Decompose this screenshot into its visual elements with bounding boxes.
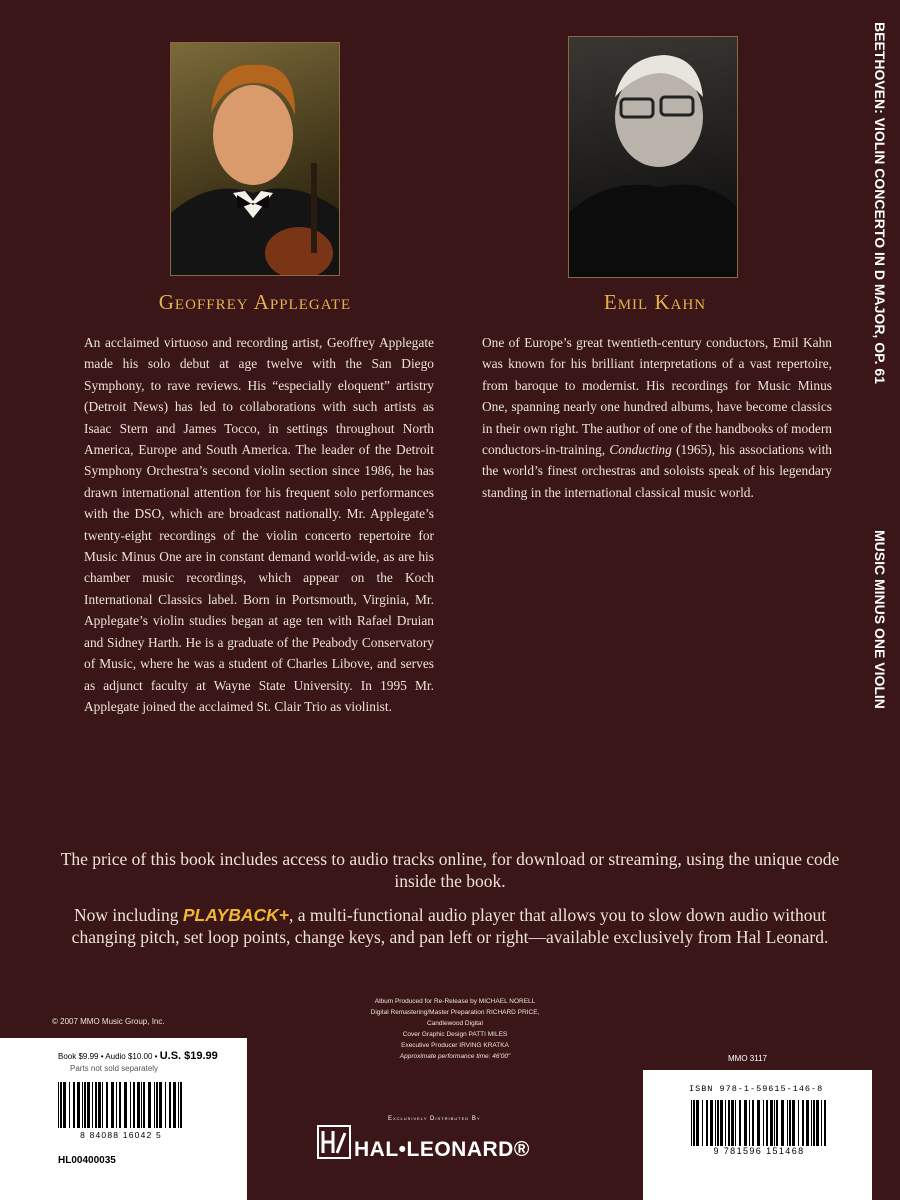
barcode-bar: [702, 1100, 703, 1146]
barcode-bar: [725, 1100, 726, 1146]
barcode-bar: [102, 1082, 103, 1128]
barcode-bar: [141, 1082, 142, 1128]
price-breakdown: Book $9.99 • Audio $10.00 •: [58, 1052, 160, 1061]
barcode-bar: [802, 1100, 804, 1146]
barcode-bar: [111, 1082, 114, 1128]
conductor-bio-part1: One of Europe’s great twentieth-century conductors, Emil Kahn was known for his brilliant interpretations of a vast repertoire, from baroque to modernist. His recordings for Music Minus One, spanning nearly one hundred albums, have become classics in their own right. The author of one of the handbooks of modern conductors-in-training,: [482, 335, 832, 458]
credit-line: Cover Graphic Design PATTI MILES: [402, 1031, 508, 1038]
barcode-bar: [739, 1100, 741, 1146]
barcode-bar: [710, 1100, 713, 1146]
barcode-bar: [156, 1082, 158, 1128]
barcode-bar: [720, 1100, 723, 1146]
barcode-bar: [706, 1100, 708, 1146]
playback-note-post: , a multi-functional audio player that allows you to slow down audio without changing pitch, set loop points, change keys, and pan left or right—available exclusively from Hal Leonard.: [71, 905, 829, 947]
conductor-portrait: [568, 36, 738, 278]
barcode-bar: [137, 1082, 140, 1128]
barcode-bar: [787, 1100, 788, 1146]
violinist-bio: An acclaimed virtuoso and recording artist, Geoffrey Applegate made his solo debut at age twelve with the San Diego Symphony, to rave reviews. His “especially eloquent” artistry (Detroit News) has led to collaborations with such artists as Isaac Stern and James Tocco, in settings throughout North America, Europe and South America. The leader of the Detroit Symphony Orchestra’s second violin section since 1986, he has drawn international attention for his frequent solo performances with the DSO, which are broadcast nationally. Mr. Applegate’s twenty-eight recordings of the violin concerto repertoire for Music Minus One are in constant demand world-wide, as are his chamber music recordings, which appear on the Koch International Classics label. Born in Portsmouth, Virginia, Mr. Applegate’s violin studies began at age ten with Rafael Druian and Sidney Harth. He is a graduate of the Peabody Conservatory of Music, where he was a student of Charles Libove, and serves as adjunct faculty at Wayne State University. In 1995 Mr. Applegate joined the acclaimed St. Clair Trio as violinist.: [84, 335, 434, 714]
spine-title: BEETHOVEN: VIOLIN CONCERTO IN D MAJOR, OP. 61: [872, 22, 888, 384]
barcode-bar: [87, 1082, 90, 1128]
barcode-bar: [165, 1082, 166, 1128]
credit-line: Digital Remastering/Master Preparation RICHARD PRICE,: [370, 1009, 540, 1016]
credit-line: Executive Producer IRVING KRATKA: [401, 1042, 509, 1049]
barcode-bar: [821, 1100, 822, 1146]
hal-leonard-logo-icon: [317, 1125, 351, 1159]
barcode-bar: [717, 1100, 719, 1146]
barcode-bar: [173, 1082, 176, 1128]
barcode-bar: [178, 1082, 179, 1128]
barcode-bar: [735, 1100, 736, 1146]
spine-series: MUSIC MINUS ONE VIOLIN: [872, 530, 888, 709]
barcode-bar: [792, 1100, 795, 1146]
barcode-bar: [106, 1082, 108, 1128]
barcode-bar: [73, 1082, 75, 1128]
price-box: [0, 1038, 247, 1200]
price-total: U.S. $19.99: [159, 1050, 218, 1062]
barcode-bar: [159, 1082, 162, 1128]
ean-digits: 9 781596 151468: [713, 1146, 805, 1156]
performance-time: Approximate performance time: 46'00": [399, 1053, 511, 1060]
price-line: [58, 1050, 218, 1062]
barcode-bar: [770, 1100, 773, 1146]
barcode-bar: [715, 1100, 716, 1146]
barcode-bar: [69, 1082, 70, 1128]
barcode-bar: [119, 1082, 121, 1128]
barcode-bar: [749, 1100, 750, 1146]
isbn-text: ISBN 978-1-59615-146-8: [689, 1084, 824, 1094]
production-credits: [300, 996, 610, 1062]
violinist-portrait: [170, 42, 340, 276]
barcode-bar: [143, 1082, 145, 1128]
barcode-bar: [84, 1082, 86, 1128]
isbn-box: [643, 1070, 872, 1200]
barcode-bar: [58, 1082, 59, 1128]
barcode-bar: [766, 1100, 768, 1146]
barcode-bar: [148, 1082, 151, 1128]
conductor-name: Emil Kahn: [603, 290, 707, 314]
playback-note-pre: Now including: [73, 905, 183, 925]
playback-logo: PLAYBACK+: [182, 905, 289, 925]
catalog-number: MMO 3117: [728, 1054, 767, 1063]
upc-digits: 8 84088 16042 5: [80, 1130, 162, 1140]
credit-line: Candlewood Digital: [426, 1020, 483, 1027]
violinist-name: Geoffrey Applegate: [158, 290, 352, 314]
barcode-bar: [98, 1082, 101, 1128]
barcode-bar: [806, 1100, 809, 1146]
copyright: © 2007 MMO Music Group, Inc.: [52, 1017, 165, 1026]
barcode-bar: [774, 1100, 775, 1146]
barcode-bar: [180, 1082, 182, 1128]
conductor-bio: [482, 332, 832, 503]
barcode-bar: [728, 1100, 730, 1146]
barcode-bar: [169, 1082, 171, 1128]
barcode-bar: [696, 1100, 699, 1146]
hl-product-code: HL00400035: [58, 1155, 116, 1166]
barcode-bar: [693, 1100, 695, 1146]
barcode-bar: [154, 1082, 155, 1128]
barcode-bar: [116, 1082, 117, 1128]
barcode-bar: [63, 1082, 66, 1128]
barcode-bar: [757, 1100, 760, 1146]
conductor-bio-book-title: Conducting: [609, 442, 672, 458]
barcode-bar: [731, 1100, 734, 1146]
parts-note: Parts not sold separately: [70, 1064, 159, 1073]
barcode-bar: [130, 1082, 131, 1128]
hal-leonard-logo-text: HAL•LEONARD®: [354, 1138, 530, 1161]
barcode-bar: [811, 1100, 812, 1146]
barcode-bar: [60, 1082, 62, 1128]
audio-access-note: The price of this book includes access to audio tracks online, for download or streaming, using the unique code inside the book.: [60, 849, 840, 891]
barcode-bar: [95, 1082, 97, 1128]
barcode-bar: [92, 1082, 93, 1128]
distributor-label: Exclusively Distributed By: [388, 1116, 481, 1122]
playback-note: [60, 904, 840, 948]
upc-barcode: [56, 1082, 186, 1128]
barcode-bar: [133, 1082, 135, 1128]
barcode-bar: [813, 1100, 815, 1146]
barcode-bar: [781, 1100, 784, 1146]
barcode-bar: [744, 1100, 747, 1146]
barcode-bar: [824, 1100, 826, 1146]
barcode-bar: [763, 1100, 764, 1146]
barcode-bar: [691, 1100, 692, 1146]
barcode-bar: [798, 1100, 799, 1146]
barcode-bar: [776, 1100, 778, 1146]
barcode-bar: [77, 1082, 80, 1128]
barcode-bar: [789, 1100, 791, 1146]
conductor-bio-part2: (1965), his associations with the world’s finest orchestras and soloists speak of his legendary standing in the international classical music world.: [482, 442, 832, 500]
barcode-bar: [752, 1100, 754, 1146]
credit-line: Album Produced for Re-Release by MICHAEL NORELL: [374, 998, 536, 1005]
isbn-barcode: [689, 1100, 829, 1146]
barcode-bar: [82, 1082, 83, 1128]
barcode-bar: [124, 1082, 127, 1128]
barcode-bar: [816, 1100, 819, 1146]
